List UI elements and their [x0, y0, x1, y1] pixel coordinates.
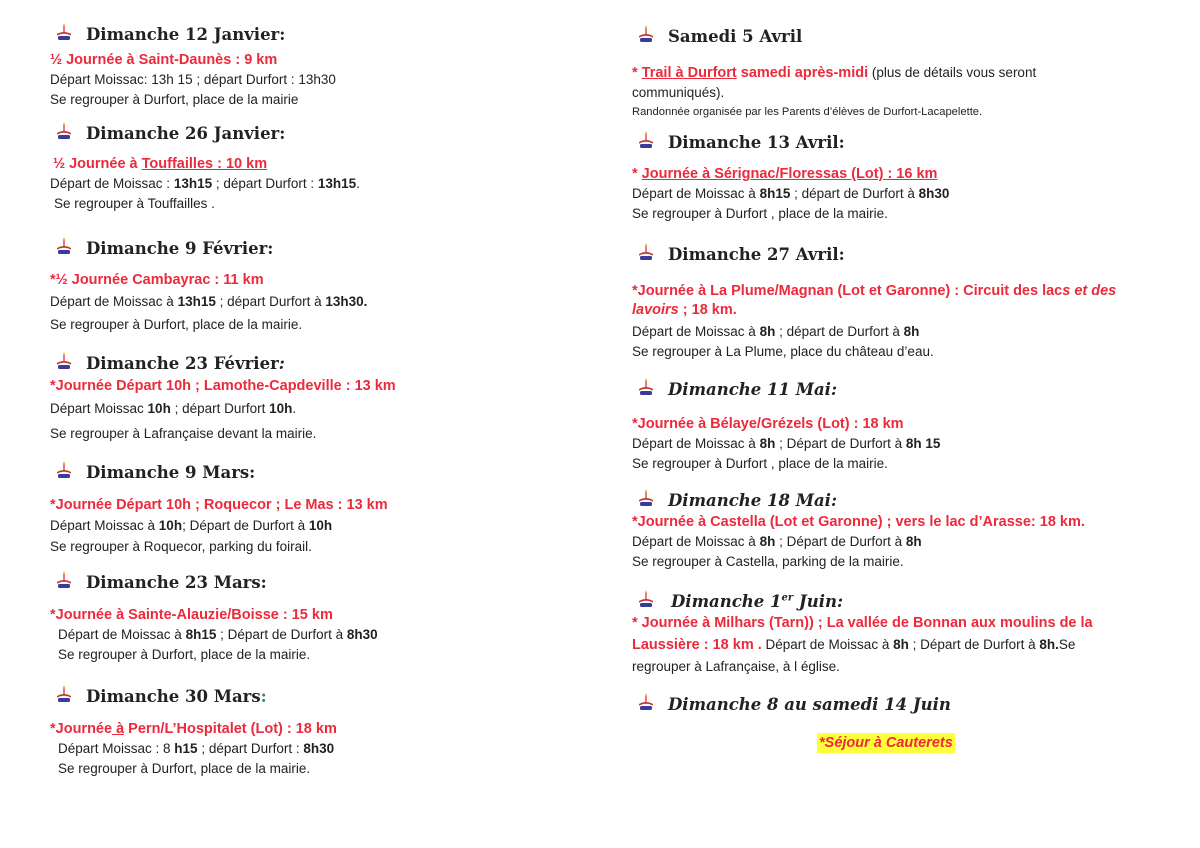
entry-title: *Journée à La Plume/Magnan (Lot et Garonne) : Circuit des lacs et des lavoirs ; 18 km. [632, 283, 1117, 318]
entry-departure: Départ de Moissac : 13h15 ; départ Durfort : 13h15. [50, 176, 360, 191]
entry-date: Dimanche 23 Mars [86, 572, 261, 592]
walker-icon [56, 23, 78, 46]
walker-icon [638, 131, 660, 154]
entry-title: *Journée à Pern/L’Hospitalet (Lot) : 18 km [50, 721, 337, 737]
entry-dimanche-23-mars: Dimanche 23 Mars : *Journée à Sainte-Alauzie/Boisse : 15 km Départ de Moissac à 8h15 ; Départ de Durfort à 8h30 Se regrouper à Durfort, place de la mairie. [50, 569, 570, 664]
entry-departure: Laussière : 18 km . Départ de Moissac à 8h ; Départ de Durfort à 8h.Se [632, 637, 1076, 653]
entry-title: *Journée Départ 10h ; Roquecor ; Le Mas : 13 km [50, 497, 388, 513]
entry-dimanche-13-avril: Dimanche 13 Avril : * Journée à Sérignac/Floressas (Lot) : 16 km Départ de Moissac à 8h15 ; départ de Durfort à 8h30 Se regrouper à Durfort , place de la mairie. [632, 129, 1172, 223]
entry-date: Dimanche 18 Mai [668, 490, 831, 510]
entry-departure: Départ Moissac à 10h; Départ de Durfort à 10h [50, 518, 333, 533]
entry-dimanche-1er-juin: Dimanche 1er Juin : * Journée à Milhars (Tarn)) ; La vallée de Bonnan aux moulins de la Laussière : 18 km . Départ de Moissac à 8h ; Départ de Durfort à 8h.Se regrouper à Lafrançaise, à l église. [632, 588, 1172, 677]
entry-dimanche-9-fevrier: Dimanche 9 Février : *½ Journée Cambayrac : 11 km Départ de Moissac à 13h15 ; départ Durfort à 13h30. Se regrouper à Durfort, place de la mairie. [50, 235, 570, 334]
entry-meeting-point: Se regrouper à Durfort , place de la mairie. [632, 455, 888, 471]
entry-dimanche-26-janvier: Dimanche 26 Janvier : ½ Journée à Touffailles : 10 km Départ de Moissac : 13h15 ; départ Durfort : 13h15. Se regrouper à Touffailles . [50, 120, 570, 213]
entry-dimanche-27-avril: Dimanche 27 Avril : *Journée à La Plume/Magnan (Lot et Garonne) : Circuit des lacs et des lavoirs ; 18 km. Départ de Moissac à 8h ; départ de Durfort à 8h Se regrouper à La Plume, place du château d’eau. [632, 241, 1172, 361]
walker-icon [638, 25, 660, 48]
entry-meeting-point: Se regrouper à Durfort , place de la mairie. [632, 205, 888, 221]
walker-icon [56, 122, 78, 145]
entry-departure: Départ de Moissac à 8h15 ; Départ de Durfort à 8h30 [58, 627, 378, 642]
entry-title: *Journée à Sainte-Alauzie/Boisse : 15 km [50, 607, 333, 623]
walker-icon [56, 237, 78, 260]
walker-icon [56, 352, 78, 375]
entry-date: Dimanche 11 Mai [668, 379, 831, 399]
entry-date: Dimanche 27 Avril [668, 244, 839, 264]
entry-dimanche-11-mai: Dimanche 11 Mai : *Journée à Bélaye/Grézels (Lot) : 18 km Départ de Moissac à 8h ; Départ de Durfort à 8h 15 Se regrouper à Durfort , place de la mairie. [632, 376, 1172, 473]
entry-meeting-point: Se regrouper à La Plume, place du château d’eau. [632, 343, 934, 359]
entry-date: Samedi 5 Avril [668, 26, 803, 46]
walker-icon [56, 461, 78, 484]
walker-icon [638, 243, 660, 266]
entry-dimanche-18-mai: Dimanche 18 Mai : *Journée à Castella (Lot et Garonne) ; vers le lac d’Arasse: 18 km. Départ de Moissac à 8h ; Départ de Durfort à 8h Se regrouper à Castella, parking de la mairie. [632, 487, 1172, 571]
entry-meeting-point: Se regrouper à Roquecor, parking du foirail. [50, 538, 312, 554]
entry-date: Dimanche 30 Mars [86, 686, 261, 706]
entry-departure: Départ Moissac: 13h 15 ; départ Durfort : 13h30 [50, 72, 336, 87]
walker-icon [56, 685, 78, 708]
entry-date: Dimanche 8 au samedi 14 Juin [668, 694, 951, 714]
entry-date: Dimanche 1er Juin [671, 591, 837, 611]
entry-samedi-5-avril [632, 23, 1172, 123]
entry-date: Dimanche 9 Février [86, 238, 268, 258]
entry-meeting-point: Se regrouper à Lafrançaise devant la mairie. [50, 425, 317, 441]
walker-icon [638, 378, 660, 401]
entry-date: Dimanche 12 Janvier [86, 24, 280, 44]
entry-date: Dimanche 23 Février [86, 353, 279, 373]
entry-title: *Journée à Castella (Lot et Garonne) ; vers le lac d’Arasse: 18 km. [632, 514, 1085, 530]
entry-meeting-point: Se regrouper à Durfort, place de la mairie. [58, 760, 311, 776]
entry-title: * Journée à Milhars (Tarn)) ; La vallée de Bonnan aux moulins de la [632, 615, 1093, 631]
entry-title: ½ Journée à Touffailles : 10 km [53, 156, 268, 172]
entry-meeting-point: Se regrouper à Touffailles . [54, 195, 215, 211]
entry-meeting-point: Se regrouper à Castella, parking de la mairie. [632, 553, 904, 569]
entry-title: *Journée Départ 10h ; Lamothe-Capdeville : 13 km [50, 378, 396, 394]
entry-meeting-point: Se regrouper à Durfort, place de la mairie [50, 91, 299, 107]
entry-title: *½ Journée Cambayrac : 11 km [50, 272, 264, 288]
entry-departure: Départ Moissac 10h ; départ Durfort 10h. [50, 401, 297, 416]
walker-icon [638, 489, 660, 512]
entry-title: * Journée à Sérignac/Floressas (Lot) : 16 km [632, 166, 938, 182]
entry-dimanche-12-janvier: Dimanche 12 Janvier : ½ Journée à Saint-Daunès : 9 km Départ Moissac: 13h 15 ; départ Durfort : 13h30 Se regrouper à Durfort, place de la mairie [50, 21, 570, 109]
entry-dimanche-23-fevrier: Dimanche 23 Février : *Journée Départ 10h ; Lamothe-Capdeville : 13 km Départ Moissac 10h ; départ Durfort 10h. Se regrouper à Lafrançaise devant la mairie. [50, 350, 570, 443]
entry-dimanche-30-mars: Dimanche 30 Mars : *Journée à Pern/L’Hospitalet (Lot) : 18 km Départ Moissac : 8 h15 ; départ Durfort : 8h30 Se regrouper à Durfort, place de la mairie. [50, 683, 570, 778]
entry-date: Dimanche 9 Mars [86, 462, 250, 482]
entry-dimanche-9-mars: Dimanche 9 Mars : *Journée Départ 10h ; Roquecor ; Le Mas : 13 km Départ Moissac à 10h; Départ de Durfort à 10h Se regrouper à Roquecor, parking du foirail. [50, 459, 570, 556]
entry-dimanche-8-au-samedi-14-juin [632, 691, 1172, 752]
stay-highlight: *Séjour à Cauterets [819, 735, 953, 751]
entry-departure: Départ de Moissac à 8h ; départ de Durfort à 8h [632, 324, 920, 339]
entry-departure: Départ de Moissac à 13h15 ; départ Durfort à 13h30. [50, 294, 368, 309]
entry-note: Randonnée organisée par les Parents d’élèves de Durfort-Lacapelette. [632, 106, 983, 118]
entry-meeting-point: regrouper à Lafrançaise, à l église. [632, 659, 840, 674]
entry-departure: Départ de Moissac à 8h ; Départ de Durfort à 8h [632, 534, 922, 549]
walker-icon [638, 693, 660, 716]
entry-date: Dimanche 13 Avril [668, 132, 839, 152]
entry-title: *Journée à Bélaye/Grézels (Lot) : 18 km [632, 416, 904, 432]
walker-icon [638, 590, 660, 613]
entry-date: Dimanche 26 Janvier [86, 123, 280, 143]
entry-departure: Départ de Moissac à 8h ; Départ de Durfort à 8h 15 [632, 436, 941, 451]
entry-title: * Trail à Durfort samedi après-midi (plus de détails vous seront communiqués). [632, 65, 1037, 100]
entry-title: ½ Journée à Saint-Daunès : 9 km [50, 52, 278, 68]
entry-departure: Départ Moissac : 8 h15 ; départ Durfort : 8h30 [58, 741, 335, 756]
walker-icon [56, 571, 78, 594]
entry-meeting-point: Se regrouper à Durfort, place de la mairie. [50, 316, 303, 332]
entry-meeting-point: Se regrouper à Durfort, place de la mairie. [58, 646, 311, 662]
entry-departure: Départ de Moissac à 8h15 ; départ de Durfort à 8h30 [632, 186, 950, 201]
